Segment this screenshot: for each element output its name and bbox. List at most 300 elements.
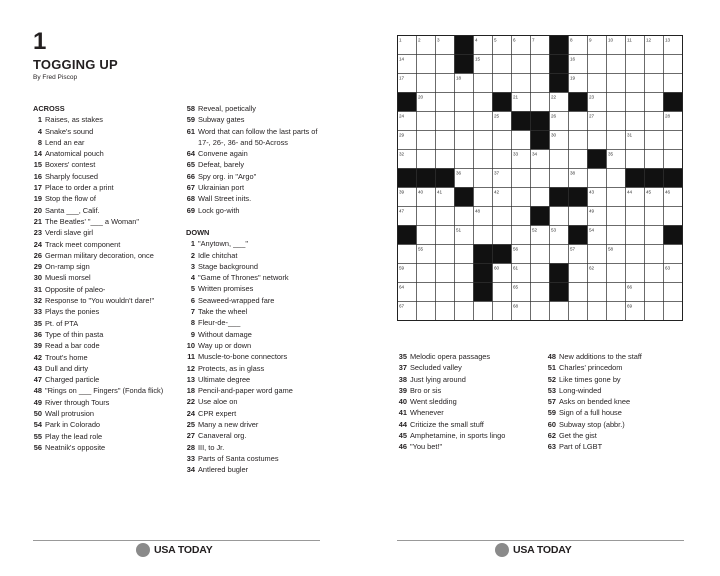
across-clues-column-1 (33, 103, 176, 453)
clue-item (398, 407, 541, 418)
grid-cell[interactable] (645, 74, 664, 93)
grid-cell[interactable] (493, 150, 512, 169)
clue-number: 44 (398, 419, 407, 429)
puzzle-number: 1 (33, 28, 47, 55)
grid-cell[interactable] (436, 55, 455, 74)
grid-cell-black (645, 169, 664, 188)
grid-cell[interactable] (588, 169, 607, 188)
clue-text: "Game of Thrones" network (198, 273, 289, 283)
clue-text: Antlered bugler (198, 465, 249, 475)
clue-number: 59 (547, 408, 556, 418)
clue-text: The Beatles' "___ a Woman" (45, 216, 140, 226)
grid-cell[interactable] (512, 226, 531, 245)
grid-cell[interactable] (417, 264, 436, 283)
grid-cell[interactable] (550, 169, 569, 188)
grid-cell[interactable] (436, 150, 455, 169)
grid-cell[interactable] (550, 245, 569, 264)
grid-cell-number: 60 (494, 265, 500, 271)
grid-cell[interactable] (512, 55, 531, 74)
clue-text: Sharply focused (45, 171, 98, 181)
clue-number: 5 (190, 284, 195, 294)
clue-item (398, 441, 541, 452)
grid-cell[interactable] (417, 55, 436, 74)
clue-text: Stop the flow of (45, 194, 96, 204)
clue-item (33, 442, 176, 453)
grid-cell-number: 26 (551, 113, 557, 119)
grid-cell-black (512, 112, 531, 131)
across-header: ACROSS (33, 104, 65, 113)
down-header: DOWN (186, 227, 210, 237)
grid-cell-number: 56 (513, 246, 519, 252)
clue-text: Plays the ponies (45, 307, 100, 317)
clue-number: 61 (186, 126, 195, 136)
grid-cell[interactable] (550, 150, 569, 169)
clue-item (33, 284, 176, 295)
clue-number: 38 (398, 374, 407, 384)
grid-cell[interactable] (607, 112, 626, 131)
clue-text: Long-winded (559, 385, 602, 395)
clue-text: Raises, as stakes (45, 115, 103, 125)
grid-cell[interactable] (607, 264, 626, 283)
grid-cell[interactable] (626, 112, 645, 131)
clue-number: 54 (33, 420, 42, 430)
grid-cell[interactable] (436, 74, 455, 93)
clue-text: Play the lead role (45, 431, 103, 441)
clue-number: 64 (186, 149, 195, 159)
usa-today-logo-left (136, 543, 213, 557)
clue-item (186, 261, 331, 272)
grid-cell[interactable] (531, 188, 550, 207)
grid-cell[interactable] (645, 150, 664, 169)
grid-cell[interactable] (417, 283, 436, 302)
grid-cell-black (455, 55, 474, 74)
clue-number: 22 (186, 397, 195, 407)
clue-number: 55 (33, 431, 42, 441)
grid-cell-number: 6 (513, 37, 516, 43)
grid-cell[interactable] (626, 226, 645, 245)
grid-cell[interactable] (417, 112, 436, 131)
clue-item (398, 351, 541, 362)
clue-text: Subway gates (198, 115, 245, 125)
grid-cell[interactable] (645, 302, 664, 321)
grid-cell[interactable] (664, 302, 683, 321)
clue-number: 16 (33, 171, 42, 181)
grid-cell[interactable] (474, 131, 493, 150)
clue-item (33, 306, 176, 317)
grid-cell[interactable] (531, 302, 550, 321)
grid-cell[interactable] (664, 207, 683, 226)
clue-item (33, 239, 176, 250)
grid-cell[interactable] (569, 112, 588, 131)
grid-cell[interactable] (493, 207, 512, 226)
grid-cell-number: 47 (399, 208, 405, 214)
clue-item (33, 193, 176, 204)
clue-number: 47 (33, 375, 42, 385)
grid-cell-number: 52 (532, 227, 538, 233)
grid-cell-black (664, 93, 683, 112)
grid-cell-black (474, 245, 493, 264)
clue-number: 68 (186, 194, 195, 204)
grid-cell[interactable] (436, 207, 455, 226)
clue-text: Sign of a full house (559, 408, 622, 418)
grid-cell[interactable] (645, 245, 664, 264)
grid-cell[interactable] (455, 264, 474, 283)
grid-cell-number: 16 (570, 56, 576, 62)
grid-cell[interactable] (436, 226, 455, 245)
grid-cell[interactable] (436, 131, 455, 150)
grid-cell-black (531, 207, 550, 226)
grid-cell[interactable] (607, 283, 626, 302)
grid-cell[interactable] (474, 150, 493, 169)
grid-cell[interactable] (588, 245, 607, 264)
clue-text: Boxers' contest (45, 160, 96, 170)
grid-cell[interactable] (626, 55, 645, 74)
grid-cell[interactable] (493, 226, 512, 245)
clue-text: Asks on bended knee (559, 397, 631, 407)
clue-number: 57 (547, 397, 556, 407)
grid-cell[interactable] (645, 93, 664, 112)
clue-number: 51 (547, 363, 556, 373)
clue-item (186, 272, 331, 283)
grid-cell[interactable] (436, 283, 455, 302)
grid-cell-number: 68 (513, 303, 519, 309)
usa-today-logo-right (495, 543, 572, 557)
grid-cell[interactable] (607, 131, 626, 150)
grid-cell[interactable] (569, 302, 588, 321)
clue-text: III, to Jr. (198, 442, 225, 452)
clue-text: Without damage (198, 329, 252, 339)
grid-cell[interactable] (493, 55, 512, 74)
grid-cell-number: 3 (437, 37, 440, 43)
grid-cell[interactable] (512, 188, 531, 207)
grid-cell-number: 58 (608, 246, 614, 252)
grid-cell[interactable] (417, 74, 436, 93)
grid-cell[interactable] (474, 188, 493, 207)
grid-cell[interactable] (626, 74, 645, 93)
grid-cell[interactable] (417, 302, 436, 321)
clue-text: Lock go-with (198, 205, 240, 215)
clue-item (186, 250, 331, 261)
grid-cell-number: 7 (532, 37, 535, 43)
clue-item (547, 396, 687, 407)
logo-text: USA TODAY (154, 544, 213, 556)
clue-number: 48 (33, 386, 42, 396)
grid-cell[interactable] (664, 150, 683, 169)
grid-cell-black (626, 169, 645, 188)
grid-cell-number: 5 (494, 37, 497, 43)
clue-text: Ultimate degree (198, 374, 251, 384)
clue-item (33, 261, 176, 272)
grid-cell[interactable] (607, 207, 626, 226)
clue-item (186, 340, 331, 351)
clue-text: Part of LGBT (559, 442, 603, 452)
puzzle-title: TOGGING UP (33, 57, 118, 72)
grid-cell-number: 1 (399, 37, 402, 43)
clue-number: 30 (33, 273, 42, 283)
grid-cell[interactable] (626, 207, 645, 226)
clue-number: 53 (547, 385, 556, 395)
grid-cell[interactable] (550, 302, 569, 321)
grid-cell[interactable] (455, 302, 474, 321)
grid-cell[interactable] (493, 302, 512, 321)
grid-cell[interactable] (455, 207, 474, 226)
clue-item (186, 351, 331, 362)
grid-cell[interactable] (626, 93, 645, 112)
clue-text: On-ramp sign (45, 262, 90, 272)
grid-cell[interactable] (626, 264, 645, 283)
clue-text: Muscle-to-bone connectors (198, 352, 288, 362)
clue-number: 1 (37, 115, 42, 125)
grid-cell[interactable] (474, 74, 493, 93)
clue-text: Protects, as in glass (198, 363, 265, 373)
clue-item (186, 103, 331, 114)
grid-cell[interactable] (664, 55, 683, 74)
clue-item (33, 216, 176, 227)
grid-cell[interactable] (588, 74, 607, 93)
grid-cell-number: 34 (532, 151, 538, 157)
grid-cell-black (664, 169, 683, 188)
grid-cell[interactable] (417, 226, 436, 245)
clue-item (186, 182, 331, 193)
clue-item (398, 362, 541, 373)
grid-cell[interactable] (531, 169, 550, 188)
grid-cell[interactable] (455, 245, 474, 264)
grid-cell[interactable] (531, 283, 550, 302)
clue-number: 14 (33, 149, 42, 159)
clue-number: 46 (398, 442, 407, 452)
grid-cell[interactable] (398, 245, 417, 264)
grid-cell[interactable] (664, 245, 683, 264)
clue-item (186, 374, 331, 385)
grid-cell[interactable] (455, 93, 474, 112)
grid-cell-number: 8 (570, 37, 573, 43)
grid-cell[interactable] (588, 131, 607, 150)
grid-cell[interactable] (569, 264, 588, 283)
grid-cell[interactable] (550, 207, 569, 226)
clue-item (33, 126, 176, 137)
clue-item (547, 430, 687, 441)
clue-item (186, 419, 331, 430)
grid-cell[interactable] (569, 207, 588, 226)
grid-cell-black (455, 188, 474, 207)
grid-cell[interactable] (607, 93, 626, 112)
grid-cell[interactable] (607, 188, 626, 207)
footer-rule-right (397, 540, 684, 541)
clue-text: Charged particle (45, 375, 100, 385)
grid-cell[interactable] (455, 112, 474, 131)
grid-cell[interactable] (607, 226, 626, 245)
grid-cell[interactable] (493, 283, 512, 302)
grid-cell[interactable] (607, 74, 626, 93)
grid-cell[interactable] (607, 55, 626, 74)
grid-cell-black (417, 169, 436, 188)
clue-text: Canaveral org. (198, 431, 247, 441)
clue-number: 4 (190, 273, 195, 283)
clue-number: 21 (33, 216, 42, 226)
grid-cell-number: 14 (399, 56, 405, 62)
clue-item (33, 114, 176, 125)
grid-cell[interactable] (512, 207, 531, 226)
clue-item (186, 408, 331, 419)
grid-cell[interactable] (531, 74, 550, 93)
clue-number: 43 (33, 363, 42, 373)
grid-cell-number: 67 (399, 303, 405, 309)
grid-cell-number: 44 (627, 189, 633, 195)
grid-cell-black (493, 245, 512, 264)
grid-cell[interactable] (607, 169, 626, 188)
grid-cell[interactable] (588, 302, 607, 321)
grid-cell[interactable] (645, 264, 664, 283)
grid-cell[interactable] (436, 245, 455, 264)
grid-cell[interactable] (645, 226, 664, 245)
clue-text: Stage background (198, 261, 258, 271)
clue-number: 33 (186, 453, 195, 463)
grid-cell[interactable] (436, 302, 455, 321)
grid-cell[interactable] (531, 264, 550, 283)
clue-item (186, 464, 331, 475)
clue-item (33, 159, 176, 170)
grid-cell[interactable] (474, 302, 493, 321)
grid-cell[interactable] (588, 283, 607, 302)
clue-item (398, 419, 541, 430)
grid-cell-number: 57 (570, 246, 576, 252)
grid-cell[interactable] (436, 93, 455, 112)
grid-cell-number: 4 (475, 37, 478, 43)
down-clues-column-4 (547, 351, 687, 453)
clue-item (186, 283, 331, 294)
grid-cell-black (550, 55, 569, 74)
clue-text: Pt. of PTA (45, 318, 79, 328)
clue-item (186, 306, 331, 317)
grid-cell-number: 69 (627, 303, 633, 309)
grid-cell[interactable] (664, 74, 683, 93)
clue-item (186, 171, 331, 182)
grid-cell[interactable] (436, 264, 455, 283)
grid-cell[interactable] (455, 283, 474, 302)
grid-cell-number: 45 (646, 189, 652, 195)
clue-text: Santa ___, Calif. (45, 205, 100, 215)
grid-cell[interactable] (417, 131, 436, 150)
grid-cell-number: 49 (589, 208, 595, 214)
grid-cell[interactable] (512, 169, 531, 188)
grid-cell[interactable] (607, 302, 626, 321)
grid-cell-number: 13 (665, 37, 671, 43)
grid-cell-number: 25 (494, 113, 500, 119)
clue-text: Verdi slave girl (45, 228, 94, 238)
clue-text: Muesli morsel (45, 273, 91, 283)
grid-cell-black (664, 226, 683, 245)
grid-cell[interactable] (664, 131, 683, 150)
grid-cell[interactable] (531, 93, 550, 112)
grid-cell[interactable] (493, 131, 512, 150)
grid-cell-number: 2 (418, 37, 421, 43)
grid-cell-black (531, 131, 550, 150)
clue-number: 19 (33, 194, 42, 204)
grid-cell[interactable] (531, 55, 550, 74)
clue-item (186, 126, 331, 149)
grid-cell[interactable] (417, 150, 436, 169)
clue-text: Anatomical pouch (45, 149, 104, 159)
grid-cell[interactable] (569, 150, 588, 169)
grid-cell[interactable] (626, 245, 645, 264)
clue-number: 39 (33, 341, 42, 351)
clue-text: New additions to the staff (559, 352, 642, 361)
clue-number: 2 (190, 250, 195, 260)
grid-cell-number: 36 (456, 170, 462, 176)
grid-cell-number: 32 (399, 151, 405, 157)
grid-cell-number: 31 (627, 132, 633, 138)
grid-cell[interactable] (474, 93, 493, 112)
clue-item (186, 159, 331, 170)
clue-text: Idle chitchat (198, 250, 238, 260)
clue-item (547, 362, 687, 373)
grid-cell[interactable] (474, 112, 493, 131)
grid-cell[interactable] (455, 150, 474, 169)
clue-text: Place to order a print (45, 183, 114, 193)
clue-text: CPR expert (198, 408, 237, 418)
grid-cell[interactable] (588, 55, 607, 74)
clue-number: 34 (186, 465, 195, 475)
grid-cell[interactable] (417, 207, 436, 226)
clue-text: Whenever (410, 408, 444, 418)
grid-cell[interactable] (569, 131, 588, 150)
clue-text: German military decoration, once (45, 250, 154, 260)
grid-cell[interactable] (493, 74, 512, 93)
grid-cell-number: 48 (475, 208, 481, 214)
grid-cell[interactable] (512, 74, 531, 93)
clue-item (33, 397, 176, 408)
clue-item (33, 137, 176, 148)
clue-text: Use aloe on (198, 397, 238, 407)
grid-cell[interactable] (569, 283, 588, 302)
grid-cell[interactable] (645, 131, 664, 150)
grid-cell[interactable] (474, 169, 493, 188)
grid-cell[interactable] (626, 150, 645, 169)
grid-cell[interactable] (645, 55, 664, 74)
clue-text: Subway stop (abbr.) (559, 419, 625, 429)
grid-cell[interactable] (436, 112, 455, 131)
clue-item (33, 363, 176, 374)
clue-number: 24 (33, 239, 42, 249)
clue-number: 27 (186, 431, 195, 441)
grid-cell[interactable] (474, 226, 493, 245)
clue-item (186, 363, 331, 374)
clue-item (33, 352, 176, 363)
grid-cell[interactable] (645, 112, 664, 131)
grid-cell[interactable] (512, 131, 531, 150)
grid-cell-number: 43 (589, 189, 595, 195)
grid-cell[interactable] (455, 131, 474, 150)
clue-number: 56 (33, 442, 42, 452)
clue-item (33, 250, 176, 261)
grid-cell[interactable] (645, 207, 664, 226)
grid-cell[interactable] (645, 283, 664, 302)
grid-cell-number: 23 (589, 94, 595, 100)
clue-item (33, 431, 176, 442)
grid-cell-number: 28 (665, 113, 671, 119)
grid-cell[interactable] (531, 245, 550, 264)
clue-number: 24 (186, 408, 195, 418)
clue-number: 39 (398, 385, 407, 395)
clue-text: Trout's home (45, 352, 88, 362)
grid-cell-number: 27 (589, 113, 595, 119)
grid-cell[interactable] (664, 283, 683, 302)
clue-number: 50 (33, 409, 42, 419)
clue-item (186, 238, 331, 249)
clue-text: "Anytown, ___" (198, 239, 249, 249)
clue-text: Wall Street inits. (198, 194, 252, 204)
clue-text: Spy org. in "Argo" (198, 171, 257, 181)
